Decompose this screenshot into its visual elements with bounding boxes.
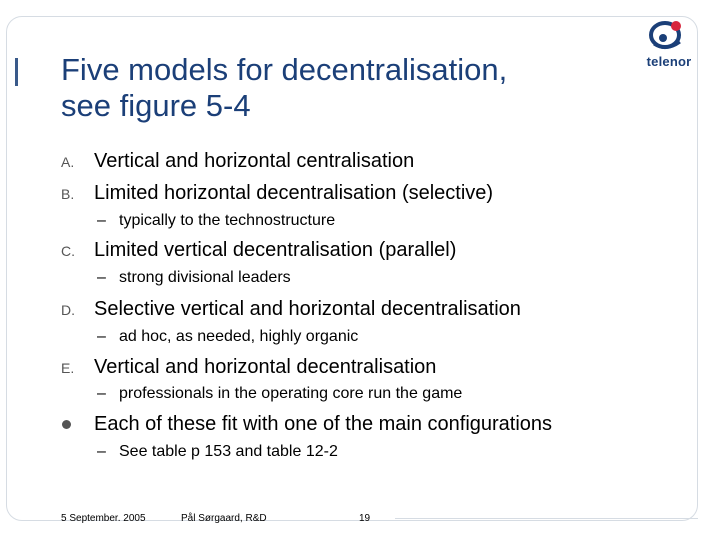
item-marker: B. bbox=[61, 186, 75, 202]
item-text: Limited horizontal decentralisation (selective) bbox=[94, 182, 494, 204]
slide-title bbox=[61, 52, 581, 124]
sub-item-text: See table p 153 and table 12-2 bbox=[119, 443, 338, 460]
title-line-1: Five models for decentralisation, bbox=[61, 52, 508, 87]
accent-bar bbox=[15, 58, 18, 86]
item-marker: D. bbox=[61, 302, 75, 318]
title-line-2: see figure 5-4 bbox=[61, 88, 251, 123]
sub-dash: – bbox=[97, 269, 106, 286]
sub-item-text: ad hoc, as needed, highly organic bbox=[119, 328, 359, 345]
sub-item-text: typically to the technostructure bbox=[119, 212, 336, 229]
sub-dash: – bbox=[97, 212, 106, 229]
sub-item-text: professionals in the operating core run the game bbox=[119, 385, 463, 402]
sub-item bbox=[97, 385, 462, 403]
sub-item-text: strong divisional leaders bbox=[119, 269, 291, 286]
item-text: Each of these fit with one of the main configurations bbox=[94, 413, 553, 435]
item-text: Selective vertical and horizontal decentralisation bbox=[94, 298, 521, 320]
item-marker: A. bbox=[61, 154, 75, 170]
sub-item bbox=[97, 443, 338, 461]
sub-item bbox=[97, 212, 335, 230]
footer-author: Pål Sørgaard, R&D bbox=[181, 513, 267, 524]
sub-dash: – bbox=[97, 385, 106, 402]
item-text: Vertical and horizontal decentralisation bbox=[94, 356, 437, 378]
sub-item bbox=[97, 328, 358, 346]
item-marker: E. bbox=[61, 360, 75, 376]
footer-date: 5 September. 2005 bbox=[61, 513, 146, 524]
footer-rule bbox=[395, 518, 698, 519]
item-text: Limited vertical decentralisation (parallel) bbox=[94, 239, 457, 261]
telenor-logo-icon bbox=[636, 18, 702, 54]
item-text: Vertical and horizontal centralisation bbox=[94, 150, 415, 172]
telenor-logo bbox=[636, 18, 702, 74]
logo-text: telenor bbox=[646, 54, 692, 69]
page-number: 19 bbox=[359, 513, 371, 524]
sub-dash: – bbox=[97, 328, 106, 345]
item-marker: C. bbox=[61, 243, 75, 259]
bullet-dot-icon bbox=[62, 420, 71, 429]
sub-item bbox=[97, 269, 291, 287]
sub-dash: – bbox=[97, 443, 106, 460]
